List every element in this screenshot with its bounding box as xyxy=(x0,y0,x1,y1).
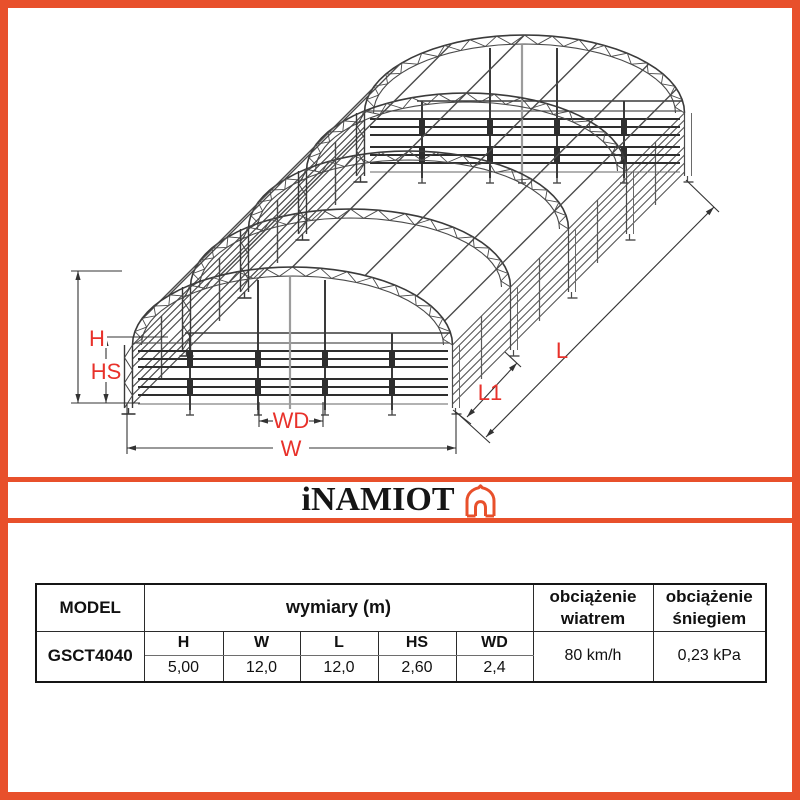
value-hs: 2,60 xyxy=(378,655,456,682)
snow-header-cell: obciążenie śniegiem xyxy=(653,584,766,631)
dim-label-hs: HS xyxy=(90,359,122,384)
divider-line-bottom xyxy=(0,518,800,523)
wind-header-cell: obciążenie wiatrem xyxy=(533,584,653,631)
model-value-cell: GSCT4040 xyxy=(36,631,144,682)
col-header-h: H xyxy=(144,631,223,655)
model-header-cell: MODEL xyxy=(36,584,144,631)
col-header-wd: WD xyxy=(456,631,533,655)
value-l: 12,0 xyxy=(300,655,378,682)
dimensions-header-cell: wymiary (m) xyxy=(144,584,533,631)
tent-icon xyxy=(462,484,499,518)
brand-logo xyxy=(0,482,800,518)
dim-label-w: W xyxy=(280,436,302,461)
steel-frame-wireframe xyxy=(122,35,694,415)
value-h: 5,00 xyxy=(144,655,223,682)
value-wd: 2,4 xyxy=(456,655,533,682)
dim-label-l1: L1 xyxy=(477,380,503,405)
snow-value-cell: 0,23 kPa xyxy=(653,631,766,682)
wind-value-cell: 80 km/h xyxy=(533,631,653,682)
brand-logo-text: iNAMIOT xyxy=(301,481,455,518)
dim-label-l: L xyxy=(555,338,569,363)
col-header-l: L xyxy=(300,631,378,655)
dim-label-wd: WD xyxy=(272,408,310,433)
specification-table xyxy=(35,583,767,683)
dim-label-h: H xyxy=(89,326,105,351)
value-w: 12,0 xyxy=(223,655,300,682)
col-header-w: W xyxy=(223,631,300,655)
col-header-hs: HS xyxy=(378,631,456,655)
